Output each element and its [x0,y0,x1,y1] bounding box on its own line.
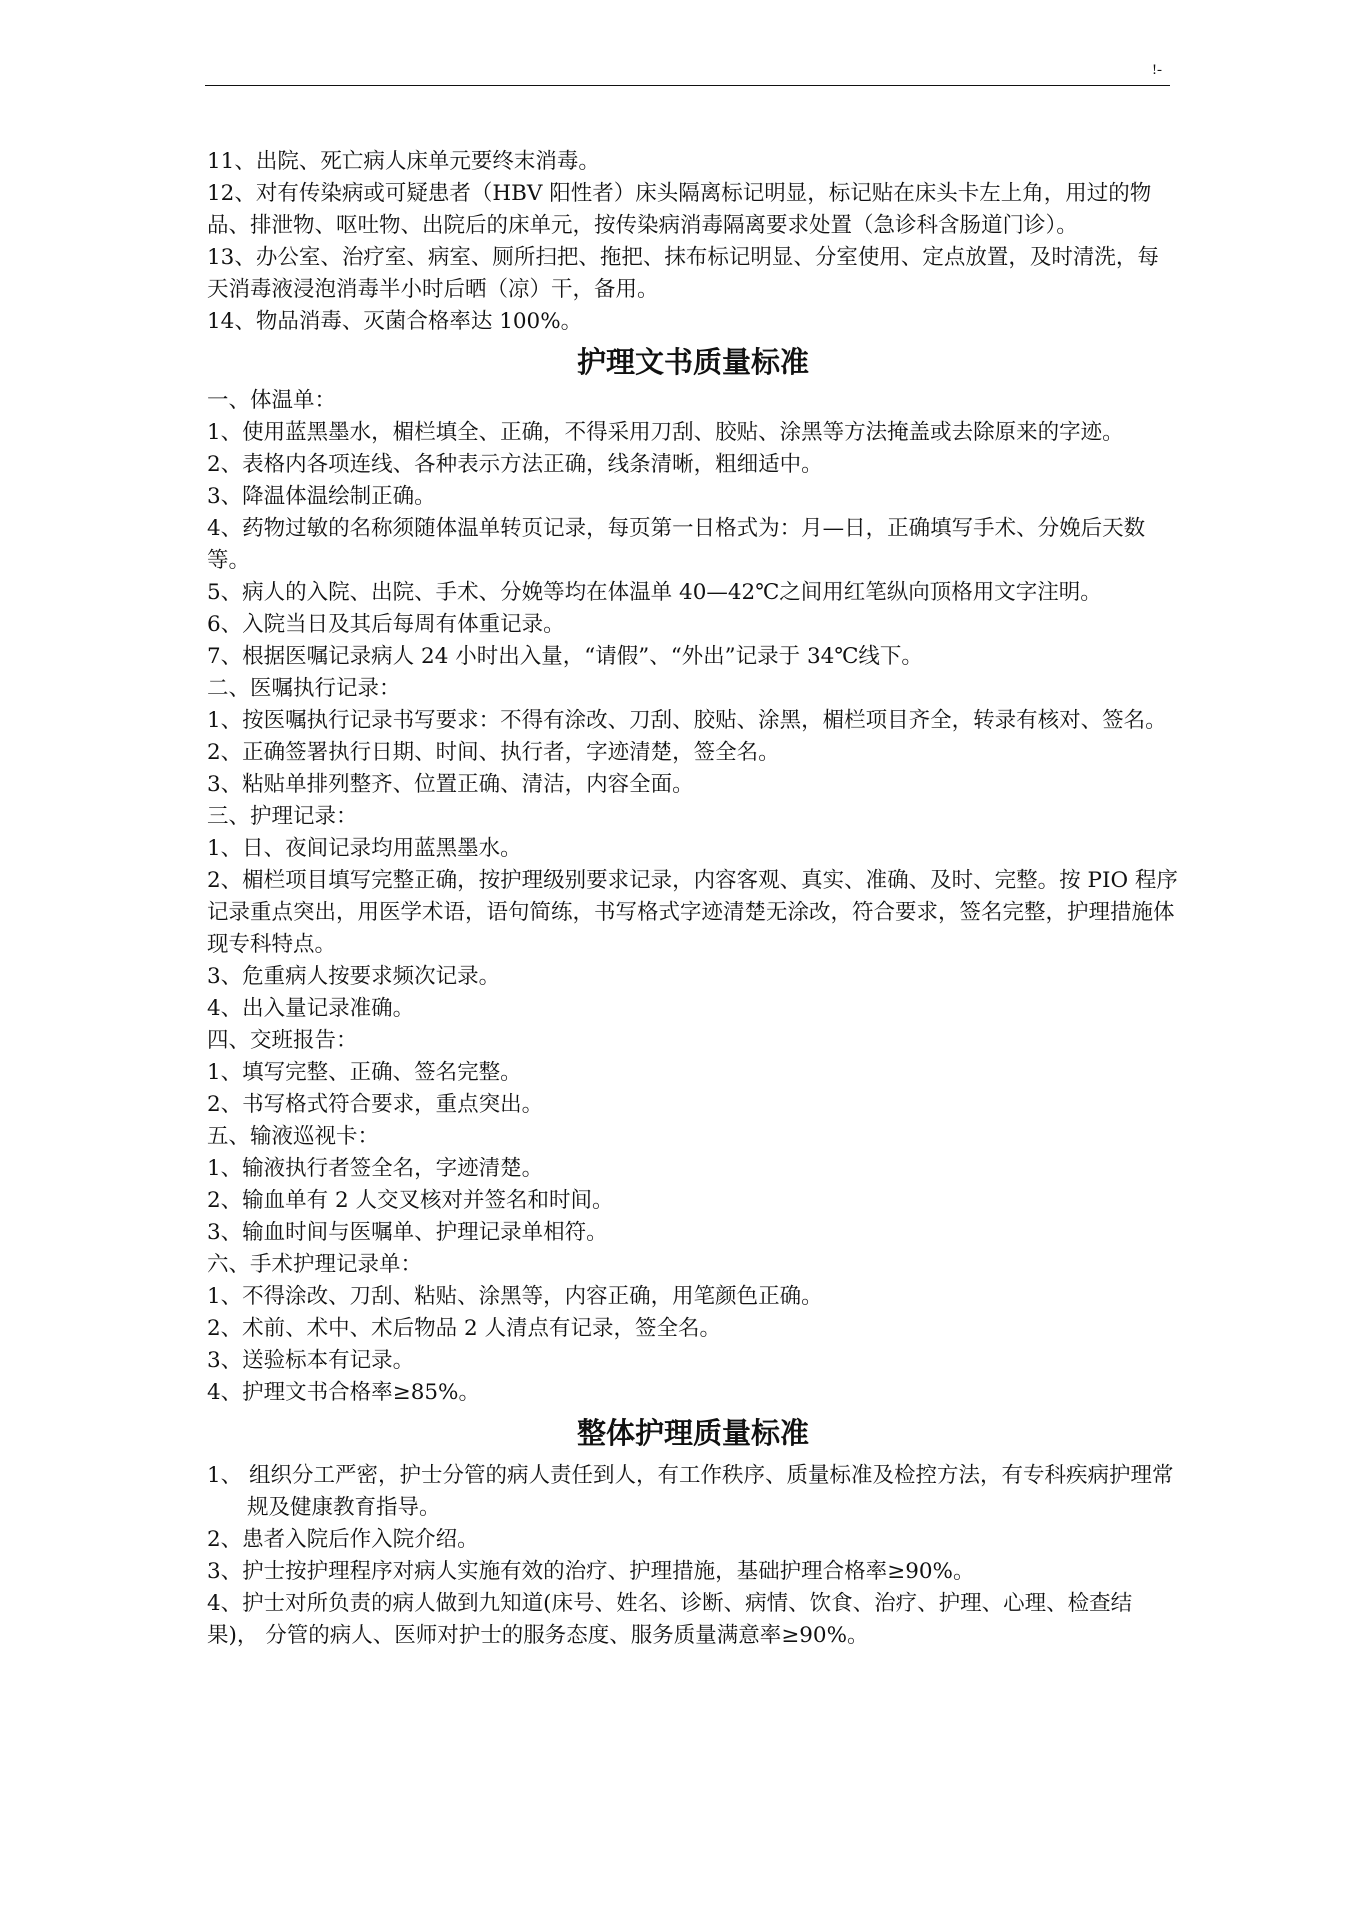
list-item: 3、危重病人按要求频次记录。 [207,964,501,989]
document-body [207,146,1179,1652]
list-item: 2、输血单有 2 人交叉核对并签名和时间。 [207,1188,614,1213]
list-item: 3、送验标本有记录。 [207,1348,415,1373]
list-item: 2、书写格式符合要求，重点突出。 [207,1092,544,1117]
list-item: 6、入院当日及其后每周有体重记录。 [207,612,565,637]
list-item: 5、病人的入院、出院、手术、分娩等均在体温单 40—42℃之间用红笔纵向顶格用文字注明。 [207,580,1102,605]
paragraph: 11、出院、死亡病人床单元要终末消毒。 [207,149,600,174]
paragraph: 13、办公室、治疗室、病室、厕所扫把、拖把、抹布标记明显、分室使用、定点放置，及时清洗，每天消毒液浸泡消毒半小时后晒（凉）干，备用。 [207,245,1159,302]
list-item: 2、患者入院后作入院介绍。 [207,1527,479,1552]
list-item: 1、按医嘱执行记录书写要求：不得有涂改、刀刮、胶贴、涂黑，楣栏项目齐全，转录有核对、签名。 [207,708,1167,733]
list-item: 1、填写完整、正确、签名完整。 [207,1060,522,1085]
subsection-heading: 一、体温单： [207,388,337,413]
subsection-heading: 三、护理记录： [207,804,358,829]
list-item: 2、表格内各项连线、各种表示方法正确，线条清晰，粗细适中。 [207,452,823,477]
list-item: 4、药物过敏的名称须随体温单转页记录，每页第一日格式为：月—日，正确填写手术、分娩后天数等。 [207,516,1146,573]
list-item: 1、使用蓝黑墨水，楣栏填全、正确，不得采用刀刮、胶贴、涂黑等方法掩盖或去除原来的字迹。 [207,420,1124,445]
section-title-holistic-nursing: 整体护理质量标准 [576,1416,809,1450]
list-item: 1、不得涂改、刀刮、粘贴、涂黑等，内容正确，用笔颜色正确。 [207,1284,823,1309]
list-item: 3、降温体温绘制正确。 [207,484,436,509]
subsection-heading: 六、手术护理记录单： [207,1252,423,1277]
paragraph: 14、物品消毒、灭菌合格率达 100%。 [207,309,583,334]
subsection-heading: 五、输液巡视卡： [207,1124,380,1149]
list-item: 3、护士按护理程序对病人实施有效的治疗、护理措施，基础护理合格率≥90%。 [207,1559,975,1584]
list-item: 4、护理文书合格率≥85%。 [207,1380,480,1405]
list-item: 2、术前、术中、术后物品 2 人清点有记录，签全名。 [207,1316,722,1341]
list-item: 2、正确签署执行日期、时间、执行者，字迹清楚，签全名。 [207,740,780,765]
list-item: 2、楣栏项目填写完整正确，按护理级别要求记录，内容客观、真实、准确、及时、完整。按 PIO 程序记录重点突出，用医学术语，语句简练，书写格式字迹清楚无涂改，符合要求，签名完整，护理措施体现专科特点。 [207,868,1178,957]
list-item: 3、输血时间与医嘱单、护理记录单相符。 [207,1220,608,1245]
list-item: 4、护士对所负责的病人做到九知道(床号、姓名、诊断、病情、饮食、治疗、护理、心理、检查结果)， 分管的病人、医师对护士的服务态度、服务质量满意率≥90%。 [207,1591,1133,1648]
header-rule [205,85,1170,86]
list-item: 1、日、夜间记录均用蓝黑墨水。 [207,836,522,861]
subsection-heading: 四、交班报告： [207,1028,358,1053]
list-item: 3、粘贴单排列整齐、位置正确、清洁，内容全面。 [207,772,694,797]
section-title-nursing-documents: 护理文书质量标准 [576,345,809,379]
list-item: 7、根据医嘱记录病人 24 小时出入量，“请假”、“外出”记录于 34℃线下。 [207,644,923,669]
paragraph: 12、对有传染病或可疑患者（HBV 阳性者）床头隔离标记明显，标记贴在床头卡左上角，用过的物品、排泄物、呕吐物、出院后的床单元，按传染病消毒隔离要求处置（急诊科含肠道门诊）。 [207,181,1152,238]
list-item: 1、 组织分工严密，护士分管的病人责任到人，有工作秩序、质量标准及检控方法，有专科疾病护理常规及健康教育指导。 [207,1463,1174,1520]
list-item: 1、输液执行者签全名，字迹清楚。 [207,1156,544,1181]
subsection-heading: 二、医嘱执行记录： [207,676,401,701]
list-item: 4、出入量记录准确。 [207,996,415,1021]
page-header-mark: !- [1152,62,1162,78]
